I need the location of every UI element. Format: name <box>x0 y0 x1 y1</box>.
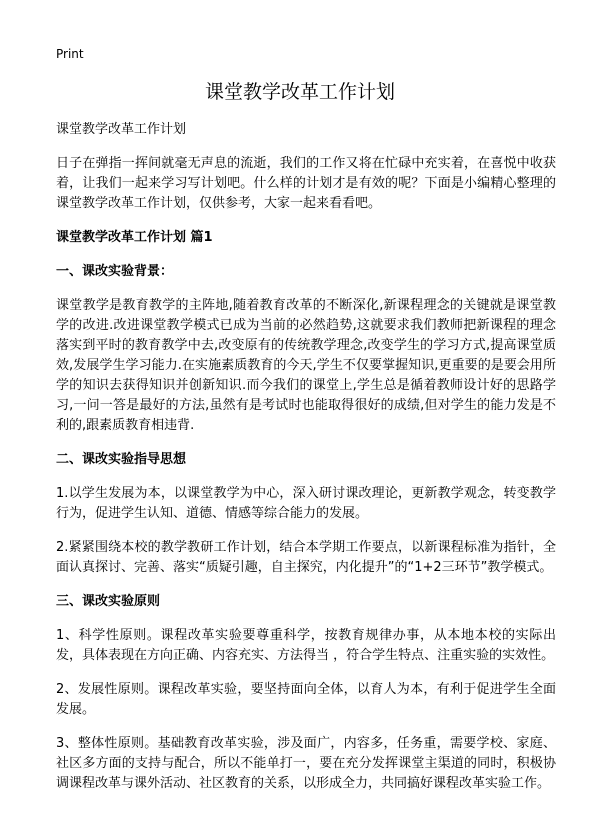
part-heading: 课堂教学改革工作计划 篇1 <box>56 230 213 245</box>
section-principle-paragraph-2: 2、发展性原则。课程改革实验，要坚持面向全体，以育人为本，有利于促进学生全面发展。 <box>56 682 556 717</box>
section-guiding-paragraph-2: 2.紧紧围绕本校的教学教研工作计划，结合本学期工作要点，以新课程标准为指针，全面认真探讨、完善、落实“质疑引趣，自主探究，内化提升”的“1+2三环节”教学模式。 <box>56 540 556 575</box>
section-guiding-paragraph-1: 1.以学生发展为本，以课堂教学为中心，深入研讨课改理论，更新教学观念，转变教学行为，促进学生认知、道德、情感等综合能力的发展。 <box>56 486 556 521</box>
print-link[interactable]: Print <box>56 47 84 61</box>
section-heading-principles: 三、课改实验原则 <box>56 594 161 609</box>
section-heading-guiding-thought: 二、课改实验指导思想 <box>56 452 187 467</box>
document-subtitle: 课堂教学改革工作计划 <box>56 122 187 137</box>
section-background-paragraph: 课堂教学是教育教学的主阵地,随着教育改革的不断深化,新课程理念的关键就是课堂教学的改进.改进课堂教学模式已成为当前的必然趋势,这就要求我们教师把新课程的理念落实到平时的教育教学中去,改变原有的传统教学理念,改变学生的学习方式,提高课堂质效,发展学生学习能力.在实施素质教育的今天,学生不仅要掌握知识,更重要的是要会用所学的知识去获得知识并创新知识.而今我们的课堂上,学生总是循着教师设计好的思路学习,一问一答是最好的方法,虽然有是考试时也能取得很好的成绩,但对学生的能力发是不利的,跟素质教育相违背. <box>56 298 556 433</box>
section-principle-paragraph-1: 1、科学性原则。课程改革实验要尊重科学，按教育规律办事，从本地本校的实际出发，具体表现在方向正确、内容充实、方法得当 ，符合学生特点、注重实验的实效性。 <box>56 628 556 663</box>
document-body <box>56 120 556 808</box>
section-heading-background: 一、课改实验背景： <box>56 264 174 279</box>
document-title: 课堂教学改革工作计划 <box>204 81 395 103</box>
section-principle-paragraph-3: 3、整体性原则。基础教育改革实验，涉及面广，内容多，任务重，需要学校、家庭、社区多方面的支持与配合，所以不能单打一，要在充分发挥课堂主渠道的同时，积极协调课程改革与课外活动、社区教育的关系，以形成全力，共同搞好课程改革实验工作。 <box>56 736 556 791</box>
intro-paragraph: 日子在弹指一挥间就毫无声息的流逝，我们的工作又将在忙碌中充实着，在喜悦中收获着，让我们一起来学习写计划吧。什么样的计划才是有效的呢？下面是小编精心整理的课堂教学改革工作计划，仅供参考，大家一起来看看吧。 <box>56 156 556 211</box>
